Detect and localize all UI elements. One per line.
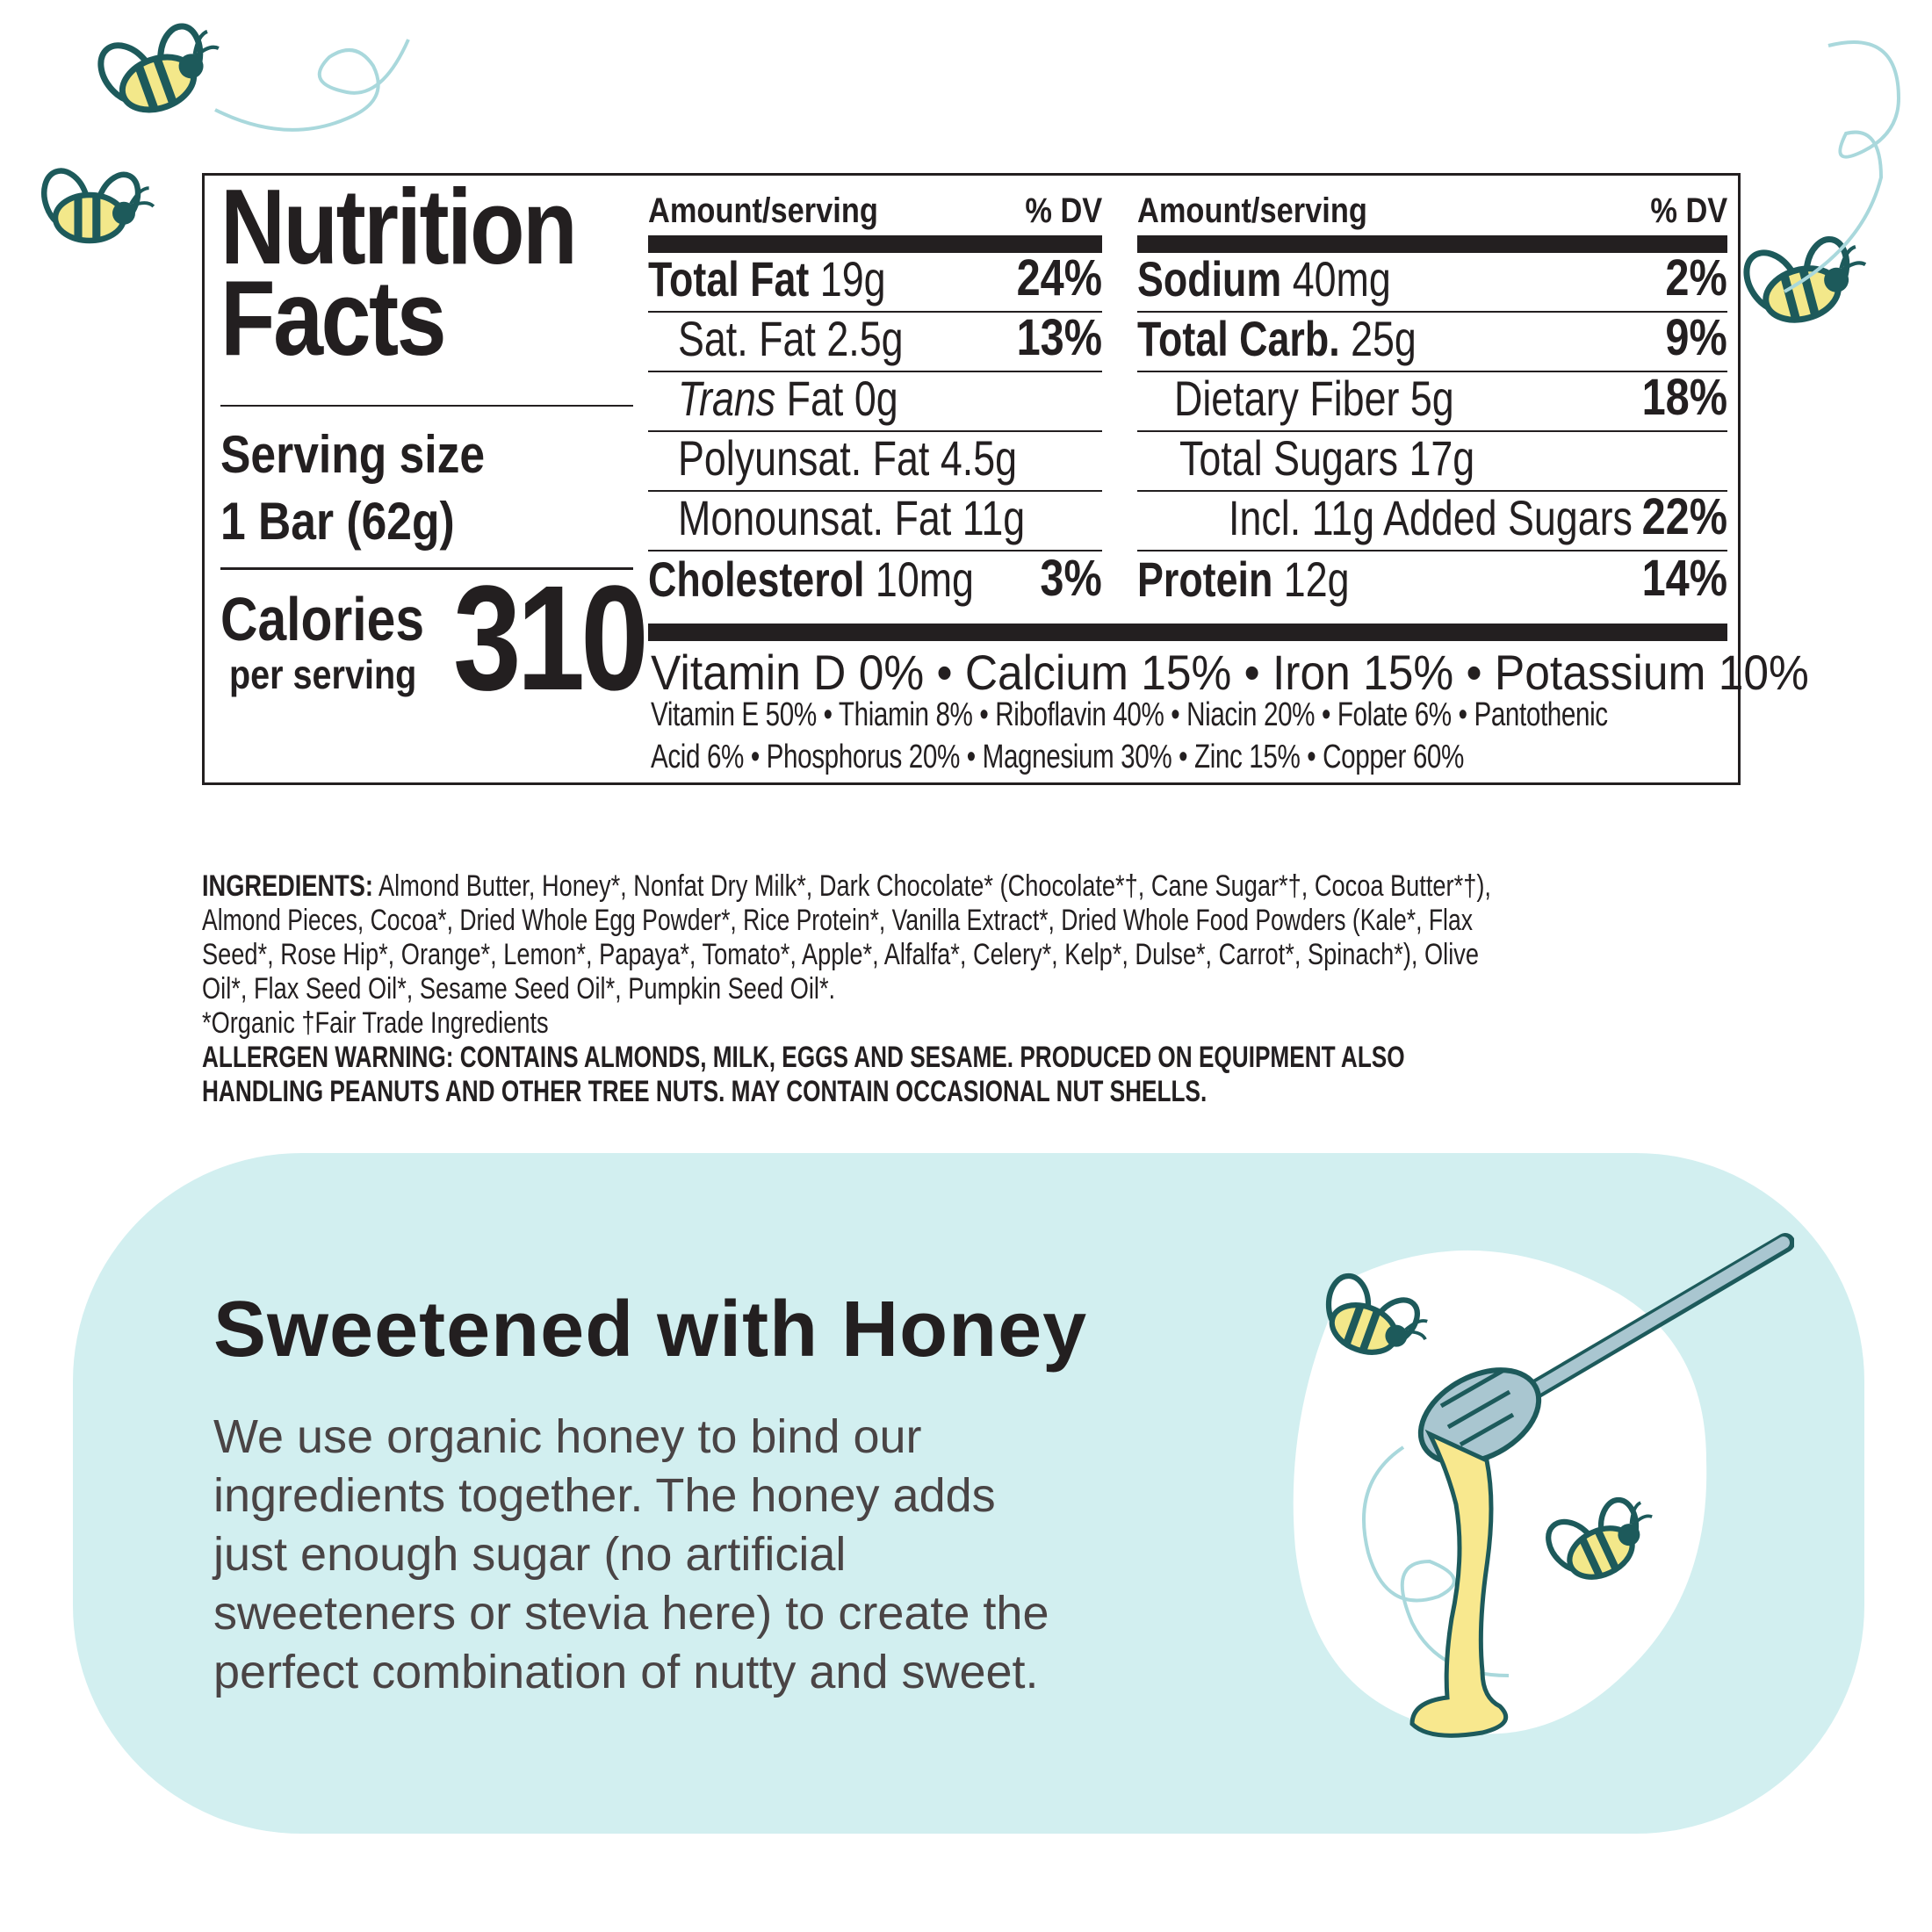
- nutrient-dv: 3%: [1040, 550, 1102, 607]
- vitamins-line-2: Acid 6% • Phosphorus 20% • Magnesium 30% • Zinc 15% • Copper 60%: [651, 739, 1465, 775]
- header-dv: % DV: [1025, 191, 1102, 230]
- nutrient-amount: 19g: [819, 251, 886, 306]
- ingredients-footnote: *Organic †Fair Trade Ingredients: [202, 1006, 549, 1040]
- nutrient-amount: 10mg: [875, 551, 974, 607]
- nutrient-name: Trans: [678, 371, 776, 426]
- honey-section: [73, 1153, 1864, 1834]
- ingredients-line: [202, 869, 1491, 904]
- swirl-decoration: [215, 40, 408, 130]
- bee-icon: [85, 6, 232, 126]
- nutrient-dv: 13%: [1016, 309, 1102, 366]
- nutrient-amount: 11g: [962, 490, 1026, 545]
- calories-sub-label: per serving: [229, 652, 417, 697]
- nutrient-name: Polyunsat. Fat: [678, 430, 930, 486]
- nutrient-row: [1137, 488, 1727, 551]
- body-line: perfect combination of nutty and sweet.: [213, 1646, 1039, 1698]
- calories-value: 310: [453, 555, 645, 722]
- ingredients-line: Almond Pieces, Cocoa*, Dried Whole Egg Powder*, Rice Protein*, Vanilla Extract*, Dried Whole Food Powders (Kale*, Flax: [202, 904, 1473, 937]
- nutrient-amount: 5g: [1409, 371, 1454, 426]
- nutrient-row: [1137, 369, 1727, 432]
- header-dv: % DV: [1650, 191, 1727, 230]
- nutrient-amount: 40mg: [1292, 251, 1391, 306]
- nutrient-row: [648, 432, 1102, 492]
- ingredients-block: [202, 869, 1741, 1109]
- nutrient-dv: 24%: [1016, 249, 1102, 306]
- title-line-2: Facts: [220, 258, 445, 378]
- nutrient-column-left: [648, 176, 1102, 607]
- ingredients-line: Oil*, Flax Seed Oil*, Sesame Seed Oil*, Pumpkin Seed Oil*.: [202, 972, 836, 1006]
- nutrient-name: Total Carb.: [1137, 311, 1340, 366]
- nutrient-name: Monounsat. Fat: [678, 490, 952, 545]
- nutrient-dv: 9%: [1665, 309, 1727, 366]
- divider: [220, 405, 633, 407]
- nutrient-row: [648, 249, 1102, 313]
- body-line: just enough sugar (no artificial: [213, 1528, 847, 1581]
- nutrient-row: [1137, 551, 1727, 611]
- nutrient-row: [648, 372, 1102, 432]
- nutrient-amount: 17g: [1409, 430, 1475, 486]
- nutrient-name: Sodium: [1137, 251, 1282, 306]
- body-line: We use organic honey to bind our: [213, 1410, 922, 1463]
- header-amount: Amount/serving: [1137, 191, 1367, 230]
- nutrient-name: Total Fat: [648, 251, 810, 306]
- nutrition-title: [220, 167, 576, 378]
- nutrient-dv: 22%: [1641, 488, 1727, 545]
- honey-section-body: [213, 1408, 1267, 1702]
- bee-icon: [37, 165, 154, 241]
- honey-illustration: [1250, 1197, 1794, 1812]
- body-line: sweeteners or stevia here) to create the: [213, 1587, 1049, 1640]
- nutrient-row: [1137, 249, 1727, 313]
- nutrient-row: [1137, 309, 1727, 372]
- nutrient-name: Total Sugars: [1179, 430, 1399, 486]
- allergen-warning: ALLERGEN WARNING: CONTAINS ALMONDS, MILK, EGGS AND SESAME. PRODUCED ON EQUIPMENT ALSO: [202, 1041, 1405, 1074]
- body-line: ingredients together. The honey adds: [213, 1469, 996, 1522]
- serving-size-label: Serving size: [220, 425, 486, 484]
- nutrient-row: [1137, 432, 1727, 492]
- header-amount: Amount/serving: [648, 191, 878, 230]
- nutrient-name: Cholesterol: [648, 551, 865, 607]
- nutrient-amount: 12g: [1283, 551, 1350, 607]
- ingredients-text: Almond Butter, Honey*, Nonfat Dry Milk*, Dark Chocolate* (Chocolate*†, Cane Sugar*†, Cocoa Butter*†),: [378, 869, 1491, 903]
- nutrient-name: Incl. 11g Added Sugars: [1229, 490, 1633, 545]
- nutrient-amount: 2.5g: [826, 311, 904, 366]
- nutrient-row: [648, 492, 1102, 551]
- ingredients-label: INGREDIENTS:: [202, 869, 373, 903]
- nutrient-column-right: [1137, 176, 1727, 607]
- thick-rule: [648, 624, 1727, 641]
- ingredients-line: Seed*, Rose Hip*, Orange*, Lemon*, Papaya*, Tomato*, Apple*, Alfalfa*, Celery*, Kelp*, Dulse*, Carrot*, Spinach*), Olive: [202, 938, 1479, 971]
- nutrient-name: Protein: [1137, 551, 1273, 607]
- nutrient-dv: 14%: [1641, 550, 1727, 607]
- calories-label: Calories: [220, 585, 425, 653]
- honey-section-title: Sweetened with Honey: [213, 1286, 1088, 1373]
- vitamins-line-1: Vitamin E 50% • Thiamin 8% • Riboflavin 40% • Niacin 20% • Folate 6% • Pantothenic: [651, 696, 1608, 733]
- nutrient-amount: 25g: [1351, 311, 1417, 366]
- title-line-1: Nutrition: [220, 167, 576, 286]
- nutrition-facts-panel: [202, 167, 1809, 785]
- nutrient-row: [648, 551, 1102, 611]
- nutrient-row: [648, 309, 1102, 372]
- serving-size: [220, 422, 485, 555]
- serving-size-value: 1 Bar (62g): [220, 492, 455, 551]
- vitamins-minor: [651, 694, 1608, 778]
- vitamins-main: Vitamin D 0% • Calcium 15% • Iron 15% • Potassium 10%: [651, 645, 1809, 700]
- nutrient-amount: Fat 0g: [786, 371, 898, 426]
- nutrient-dv: 18%: [1641, 369, 1727, 426]
- bee-icon: [1732, 221, 1875, 333]
- nutrient-amount: 4.5g: [940, 430, 1018, 486]
- nutrient-name: Sat. Fat: [678, 311, 816, 366]
- nutrient-name: Dietary Fiber: [1174, 371, 1400, 426]
- allergen-warning: HANDLING PEANUTS AND OTHER TREE NUTS. MAY CONTAIN OCCASIONAL NUT SHELLS.: [202, 1075, 1208, 1108]
- nutrient-dv: 2%: [1665, 249, 1727, 306]
